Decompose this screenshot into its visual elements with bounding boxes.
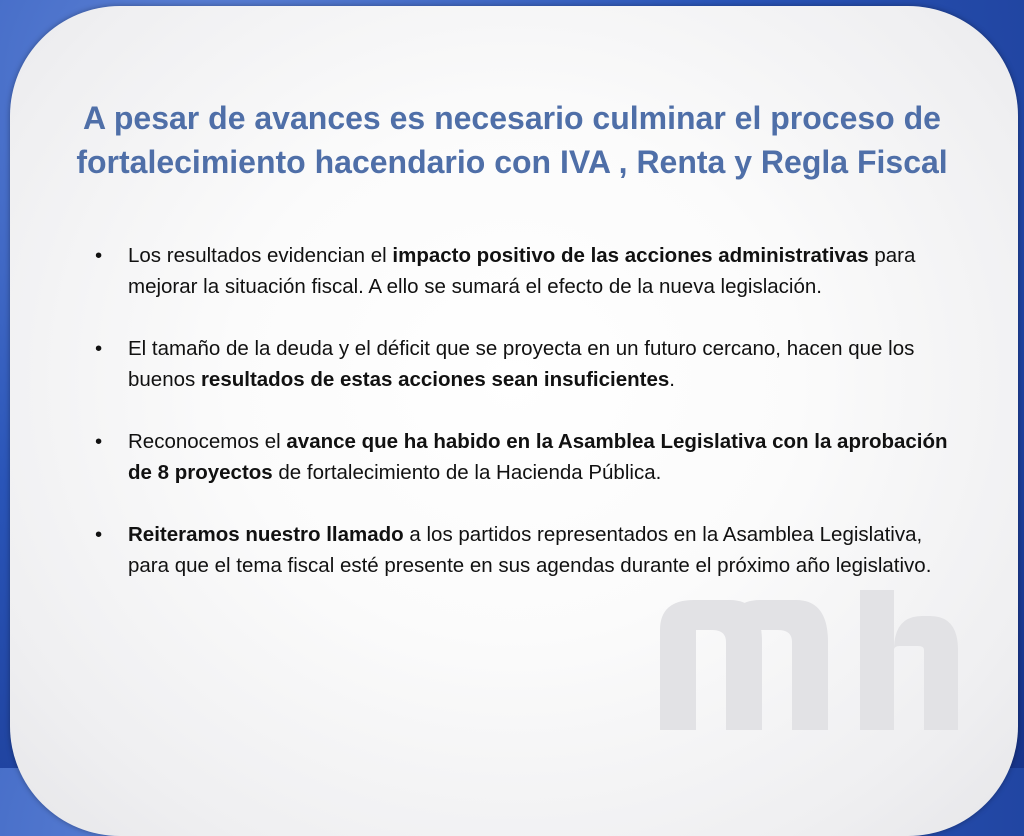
bullet-text-bold: Reiteramos nuestro llamado	[128, 523, 404, 546]
bullet-text: de fortalecimiento de la Hacienda Pública.	[272, 461, 662, 484]
bullet-item	[92, 333, 952, 395]
slide-title: A pesar de avances es necesario culminar el proceso de fortalecimiento hacendario con IVA , Renta y Regla Fiscal	[76, 100, 948, 180]
bullet-item	[92, 426, 952, 488]
bullet-text: para mejorar la situación fiscal. A ello se sumará el efecto de la nueva legislación.	[128, 244, 916, 298]
bullet-list	[92, 240, 952, 612]
bullet-text: Reconocemos el	[128, 430, 287, 453]
bullet-text-bold: impacto positivo de las acciones administrativas	[392, 244, 869, 267]
bullet-text: .	[669, 368, 675, 391]
bullet-text-bold: avance que ha habido en la Asamblea Legislativa con la aprobación de 8 proyectos	[128, 430, 948, 484]
bullet-item	[92, 519, 952, 581]
bullet-text: a los partidos representados en la Asamblea Legislativa, para que el tema fiscal esté presente en sus agendas durante el próximo año legislativo.	[128, 523, 932, 577]
bullet-item	[92, 240, 952, 302]
bullet-dot-icon: •	[95, 244, 103, 267]
bullet-text-bold: resultados de estas acciones sean insuficientes	[200, 368, 670, 391]
bullet-dot-icon: •	[95, 337, 103, 360]
bullet-text: El tamaño de la deuda y el déficit que se proyecta en un futuro cercano, hacen que los buenos	[128, 337, 915, 391]
bullet-dot-icon: •	[95, 430, 103, 453]
bullet-dot-icon: •	[95, 523, 103, 546]
bullet-text: Los resultados evidencian el	[128, 244, 393, 267]
